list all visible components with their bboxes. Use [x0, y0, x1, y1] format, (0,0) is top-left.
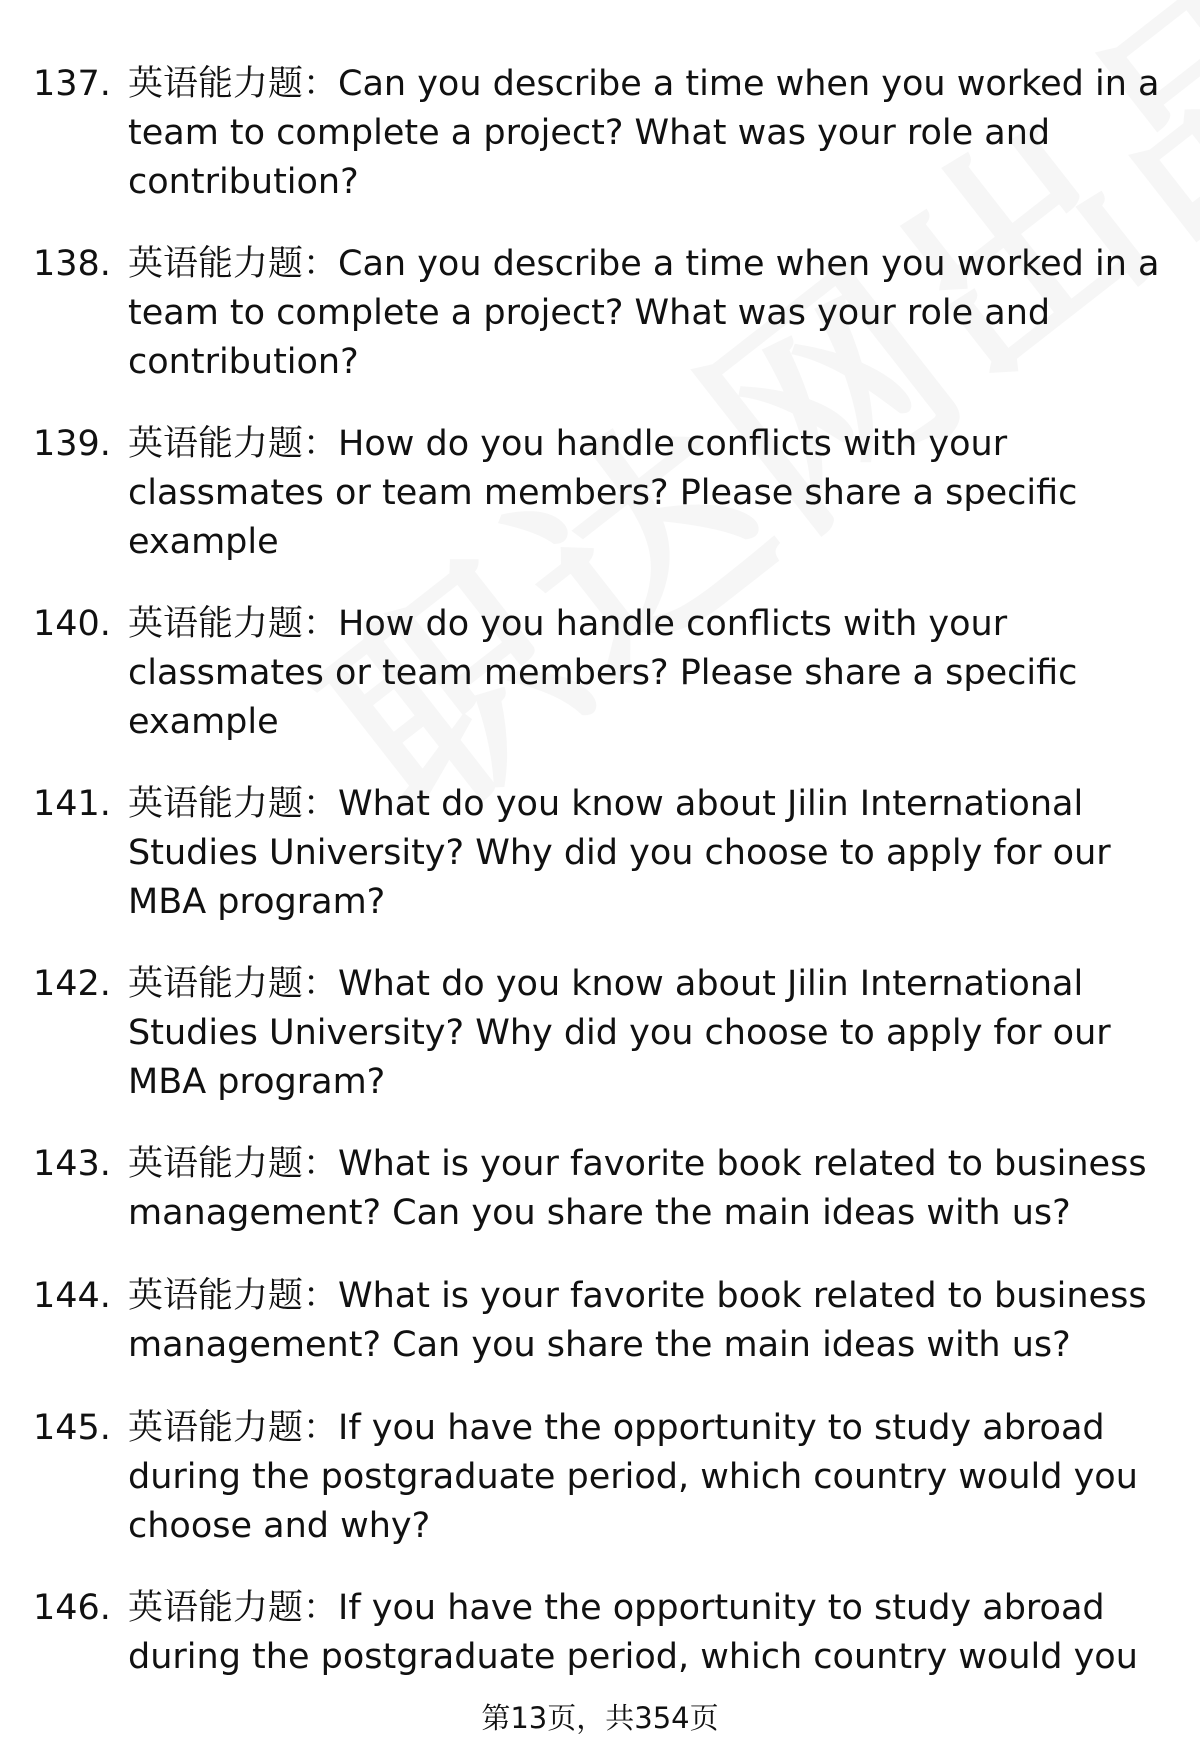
item-line: MBA program?	[128, 1062, 386, 1102]
item-number: 140.	[33, 604, 111, 644]
item-line: 英语能力题：What do you know about Jilin International	[128, 784, 1084, 824]
item-number: 139.	[33, 424, 111, 464]
item-text	[128, 420, 1168, 567]
item-line: classmates or team members? Please share a specific	[128, 653, 1078, 693]
item-line: Studies University? Why did you choose to apply for our	[128, 833, 1111, 873]
item-number: 144.	[33, 1276, 111, 1316]
item-line: contribution?	[128, 162, 359, 202]
item-number: 143.	[33, 1144, 111, 1184]
item-line: management? Can you share the main ideas with us?	[128, 1193, 1071, 1233]
item-text	[128, 240, 1168, 387]
item-text	[128, 60, 1168, 207]
item-text	[128, 780, 1168, 927]
item-line: example	[128, 702, 279, 742]
item-number: 142.	[33, 964, 111, 1004]
item-line: 英语能力题：Can you describe a time when you worked in a	[128, 244, 1160, 284]
item-text	[128, 1584, 1168, 1682]
item-line: classmates or team members? Please share a specific	[128, 473, 1078, 513]
item-text	[128, 1272, 1168, 1370]
item-line: 英语能力题：How do you handle conflicts with your	[128, 604, 1008, 644]
item-text	[128, 600, 1168, 747]
item-text	[128, 1140, 1168, 1238]
item-number: 137.	[33, 64, 111, 104]
item-line: team to complete a project? What was your role and	[128, 293, 1051, 333]
page-footer: 第13页，共354页	[481, 1701, 719, 1735]
item-line: 英语能力题：If you have the opportunity to study abroad	[128, 1408, 1105, 1448]
item-line: choose and why?	[128, 1506, 431, 1546]
item-line: during the postgraduate period, which country would you	[128, 1637, 1138, 1677]
item-line: 英语能力题：Can you describe a time when you worked in a	[128, 64, 1160, 104]
item-number: 146.	[33, 1588, 111, 1628]
item-line: example	[128, 522, 279, 562]
item-line: 英语能力题：If you have the opportunity to study abroad	[128, 1588, 1105, 1628]
item-line: contribution?	[128, 342, 359, 382]
item-line: Studies University? Why did you choose to apply for our	[128, 1013, 1111, 1053]
item-line: 英语能力题：What is your favorite book related to business	[128, 1144, 1147, 1184]
item-text	[128, 960, 1168, 1107]
item-line: during the postgraduate period, which country would you	[128, 1457, 1138, 1497]
item-number: 145.	[33, 1408, 111, 1448]
item-line: 英语能力题：What do you know about Jilin International	[128, 964, 1084, 1004]
item-line: 英语能力题：How do you handle conflicts with your	[128, 424, 1008, 464]
item-text	[128, 1404, 1168, 1551]
item-line: MBA program?	[128, 882, 386, 922]
item-number: 141.	[33, 784, 111, 824]
item-number: 138.	[33, 244, 111, 284]
item-line: management? Can you share the main ideas with us?	[128, 1325, 1071, 1365]
item-line: team to complete a project? What was your role and	[128, 113, 1051, 153]
item-line: 英语能力题：What is your favorite book related to business	[128, 1276, 1147, 1316]
